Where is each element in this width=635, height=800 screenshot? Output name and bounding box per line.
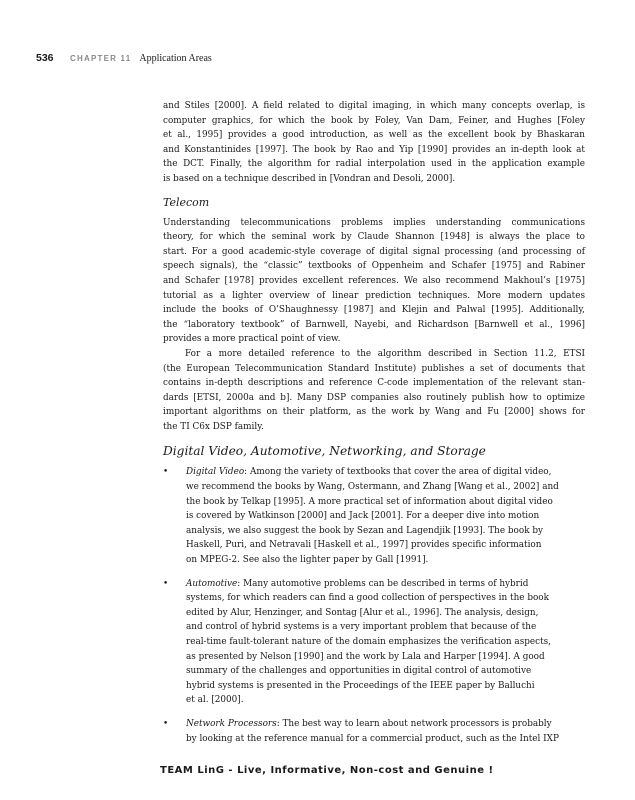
text-line: tutorial as a lighter overview of linear prediction techniques. More modern updates <box>163 290 585 301</box>
text-line: Understanding telecommunications problems implies understanding communications <box>163 217 585 228</box>
text-line: is covered by Watkinson [2000] and Jack [2001]. For a deeper dive into motion <box>186 511 540 522</box>
text-line: the DCT. Finally, the algorithm for radial interpolation used in the application example <box>163 159 585 170</box>
footer-banner: TEAM LinG - Live, Informative, Non-cost and Genuine ! <box>160 765 494 776</box>
text-line: we recommend the books by Wang, Ostermann, and Zhang [Wang et al., 2002] and <box>186 482 559 493</box>
text-line: as presented by Nelson [1990] and the work by Lala and Harper [1994]. A good <box>186 651 545 662</box>
bullet-icon: • <box>163 718 169 729</box>
text-line: contains in-depth descriptions and reference C-code implementation of the relevant stan- <box>163 378 585 389</box>
text-line: et al. [2000]. <box>186 695 244 706</box>
bullet-icon: • <box>163 578 169 589</box>
text-line: start. For a good academic-style coverage of digital signal processing (and processing of <box>163 246 585 257</box>
text-line: : Many automotive problems can be described in terms of hybrid <box>237 578 529 589</box>
bullet-item-automotive <box>163 577 585 708</box>
text-line: and control of hybrid systems is a very important problem that because of the <box>186 622 537 633</box>
text-line: edited by Alur, Henzinger, and Sontag [Alur et al., 1996]. The analysis, design, <box>186 607 539 618</box>
text-line: include the books of O’Shaughnessy [1987] and Klejin and Palwal [1995]. Additionally, <box>163 305 585 316</box>
chapter-title: Application Areas <box>139 53 212 64</box>
text-line: For a more detailed reference to the algorithm described in Section 11.2, ETSI <box>185 348 585 359</box>
text-line: systems, for which readers can find a good collection of perspectives in the book <box>186 593 549 604</box>
intro-paragraph <box>163 99 585 187</box>
bullet-term: Network Processors <box>186 718 277 729</box>
text-line: is based on a technique described in [Vondran and Desoli, 2000]. <box>163 173 456 184</box>
section-heading-telecom: Telecom <box>163 195 210 209</box>
text-line: Haskell, Puri, and Netravali [Haskell et al., 1997] provides specific information <box>186 540 542 551</box>
bullet-item-network-processors <box>163 717 585 746</box>
text-line: and Konstantinides [1997]. The book by Rao and Yip [1990] provides an in-depth look at <box>163 144 585 155</box>
text-line: summary of the challenges and opportunities in digital control of automotive <box>186 666 532 677</box>
text-line: hybrid systems is presented in the Proceedings of the IEEE paper by Balluchi <box>186 680 535 691</box>
text-line: theory, for which the seminal work by Claude Shannon [1948] is always the place to <box>163 232 585 243</box>
text-line: dards [ETSI, 2000a and b]. Many DSP companies also routinely publish how to optimize <box>163 392 585 403</box>
section-heading-digital-video: Digital Video, Automotive, Networking, and Storage <box>163 444 486 459</box>
bullet-item-digital-video <box>163 465 585 567</box>
text-line: (the European Telecommunication Standard Institute) publishes a set of documents that <box>163 363 585 374</box>
page-number: 536 <box>36 52 54 64</box>
text-line: : The best way to learn about network processors is probably <box>276 718 552 729</box>
text-line: on MPEG-2. See also the lighter paper by Gall [1991]. <box>186 555 429 566</box>
bullet-term: Automotive <box>186 578 238 589</box>
text-line: et al., 1995] provides a good introduction, as well as the excellent book by Bhaskaran <box>163 130 585 141</box>
text-line: real-time fault-tolerant nature of the domain emphasizes the verification aspects, <box>186 637 551 647</box>
text-line: the “laboratory textbook” of Barnwell, Nayebi, and Richardson [Barnwell et al., 1996] <box>163 319 585 330</box>
text-line: the book by Telkap [1995]. A more practical set of information about digital video <box>186 496 553 507</box>
text-line: important algorithms on their platform, as the work by Wang and Fu [2000] shows for <box>163 407 585 418</box>
running-header <box>36 52 212 64</box>
telecom-paragraph-2 <box>163 347 585 435</box>
text-line: the TI C6x DSP family. <box>163 421 264 432</box>
text-line: computer graphics, for which the book by Foley, Van Dam, Feiner, and Hughes [Foley <box>163 115 585 126</box>
page-body <box>163 99 585 755</box>
chapter-label: CHAPTER 11 <box>70 54 132 63</box>
text-line: provides a more practical point of view. <box>163 334 341 345</box>
text-line: and Schafer [1978] provides excellent references. We also recommend Makhoul’s [1975] <box>163 275 585 286</box>
telecom-paragraph-1 <box>163 216 585 347</box>
text-line: speech signals), the “classic” textbooks of Oppenheim and Schafer [1975] and Rabiner <box>163 261 585 272</box>
bullet-term: Digital Video <box>186 467 245 478</box>
text-line: by looking at the reference manual for a commercial product, such as the Intel IXP <box>186 733 559 744</box>
text-line: analysis, we also suggest the book by Sezan and Lagendjik [1993]. The book by <box>186 525 544 536</box>
text-line: : Among the variety of textbooks that cover the area of digital video, <box>244 467 552 478</box>
text-line: and Stiles [2000]. A field related to digital imaging, in which many concepts overlap, is <box>163 101 585 111</box>
bullet-icon: • <box>163 467 169 478</box>
